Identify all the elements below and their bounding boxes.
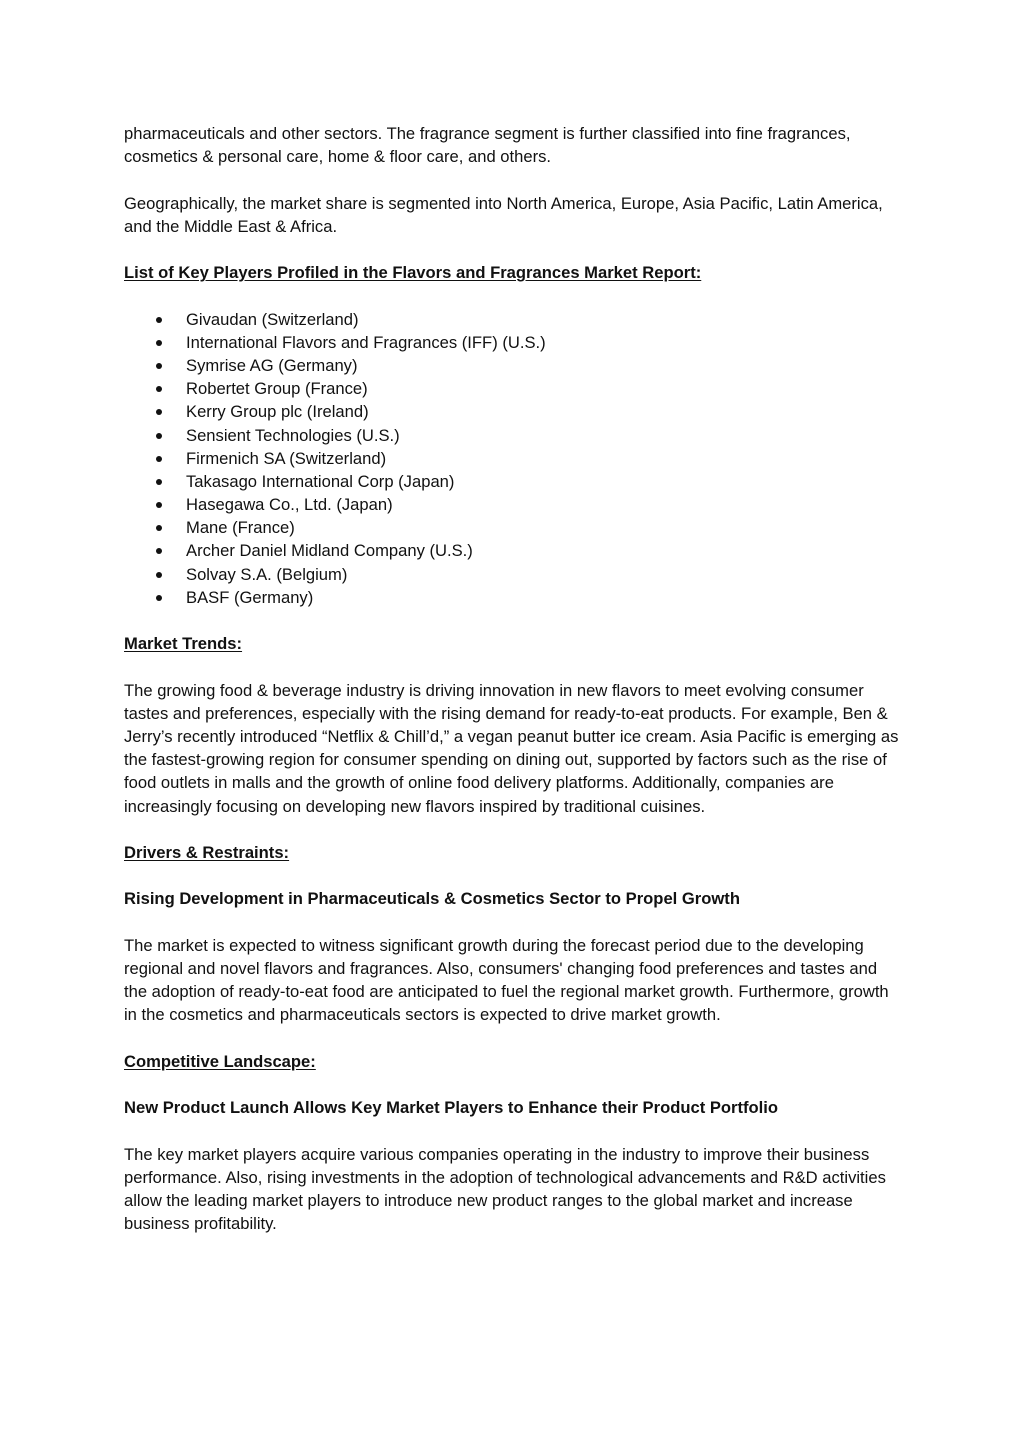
competitive-body: The key market players acquire various companies operating in the industry to improve their business performance. Also, rising investments in the adoption of technological advancements and R&D activities allow the leading market players to introduce new product ranges to the global market and increase business profitability.	[124, 1144, 886, 1234]
bullet-icon	[156, 317, 162, 323]
list-item	[124, 424, 904, 447]
list-item-label: International Flavors and Fragrances (IFF) (U.S.)	[186, 332, 546, 352]
bullet-icon	[156, 572, 162, 578]
bullet-icon	[156, 409, 162, 415]
bullet-icon	[156, 525, 162, 531]
list-item	[124, 470, 904, 493]
document-page	[124, 122, 904, 1259]
list-item-label: Sensient Technologies (U.S.)	[186, 425, 400, 445]
list-item	[124, 447, 904, 470]
drivers-body: The market is expected to witness significant growth during the forecast period due to the developing regional and novel flavors and fragrances. Also, consumers' changing food preferences and tastes and the adoption of ready-to-eat food are anticipated to fuel the regional market growth. Furthermore, growth in the cosmetics and pharmaceuticals sectors is expected to drive market growth.	[124, 935, 889, 1025]
list-item	[124, 586, 904, 609]
list-item-label: Takasago International Corp (Japan)	[186, 471, 455, 491]
list-item-label: Archer Daniel Midland Company (U.S.)	[186, 541, 473, 561]
drivers-subheading: Rising Development in Pharmaceuticals & Cosmetics Sector to Propel Growth	[124, 889, 740, 909]
competitive-heading: Competitive Landscape:	[124, 1051, 316, 1071]
bullet-icon	[156, 548, 162, 554]
list-item	[124, 493, 904, 516]
bullet-icon	[156, 340, 162, 346]
key-players-list	[124, 308, 904, 609]
list-item	[124, 308, 904, 331]
bullet-icon	[156, 433, 162, 439]
bullet-icon	[156, 502, 162, 508]
list-item-label: Mane (France)	[186, 518, 295, 538]
list-item-label: Symrise AG (Germany)	[186, 355, 358, 375]
list-item-label: Kerry Group plc (Ireland)	[186, 402, 369, 422]
drivers-heading: Drivers & Restraints:	[124, 843, 290, 862]
list-item	[124, 400, 904, 423]
bullet-icon	[156, 363, 162, 369]
list-item	[124, 563, 904, 586]
bullet-icon	[156, 386, 162, 392]
bullet-icon	[156, 456, 162, 462]
list-item-label: BASF (Germany)	[186, 587, 314, 607]
market-trends-heading: Market Trends:	[124, 634, 243, 654]
list-item	[124, 331, 904, 354]
competitive-subheading: New Product Launch Allows Key Market Players to Enhance their Product Portfolio	[124, 1098, 779, 1118]
list-item	[124, 354, 904, 377]
list-item-label: Solvay S.A. (Belgium)	[186, 564, 348, 584]
list-item	[124, 516, 904, 539]
list-item-label: Firmenich SA (Switzerland)	[186, 448, 387, 468]
intro-paragraph-2: Geographically, the market share is segmented into North America, Europe, Asia Pacific, Latin America, and the Middle East & Africa.	[124, 193, 883, 236]
list-item-label: Hasegawa Co., Ltd. (Japan)	[186, 495, 393, 515]
bullet-icon	[156, 595, 162, 601]
list-item-label: Robertet Group (France)	[186, 379, 368, 399]
bullet-icon	[156, 479, 162, 485]
list-item-label: Givaudan (Switzerland)	[186, 309, 359, 329]
intro-paragraph-1: pharmaceuticals and other sectors. The fragrance segment is further classified into fine fragrances, cosmetics & personal care, home & floor care, and others.	[124, 124, 851, 167]
list-item	[124, 377, 904, 400]
market-trends-body: The growing food & beverage industry is driving innovation in new flavors to meet evolving consumer tastes and preferences, especially with the rising demand for ready-to-eat products. For example, Ben & Jerry’s recently introduced “Netflix & Chill’d,” a vegan peanut butter ice cream. Asia Pacific is emerging as the fastest-growing region for consumer spending on dining out, supported by factors such as the rise of food outlets in malls and the growth of online food delivery platforms. Additionally, companies are increasingly focusing on developing new flavors inspired by traditional cuisines.	[124, 680, 899, 816]
key-players-heading: List of Key Players Profiled in the Flavors and Fragrances Market Report:	[124, 263, 702, 283]
list-item	[124, 539, 904, 562]
